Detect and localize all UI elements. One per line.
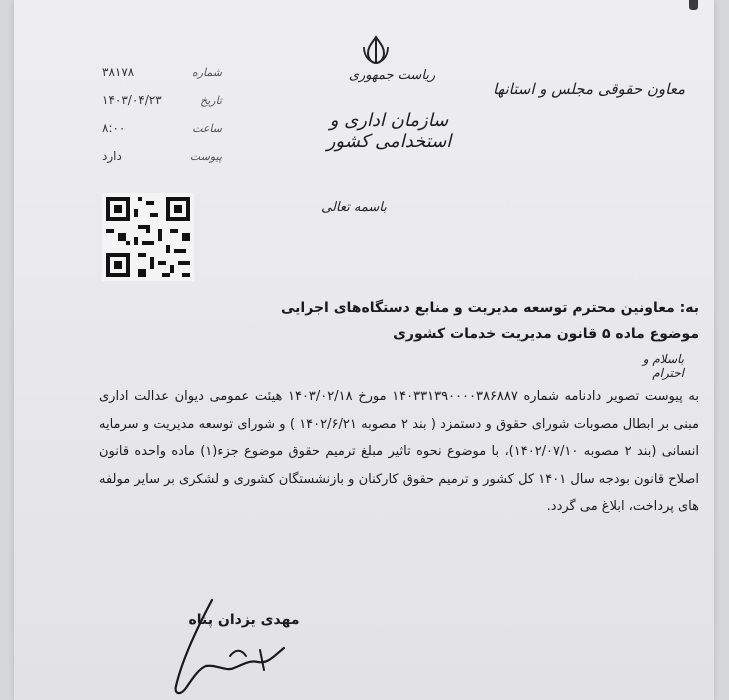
number-label: شماره <box>191 65 222 79</box>
handwritten-signature <box>134 590 314 700</box>
letter-number: ۳۸۱۷۸ <box>102 65 135 79</box>
organization-name: سازمان اداری و استخدامی کشور <box>326 110 452 152</box>
meta-number-row <box>102 58 222 86</box>
letter-time: ۸:۰۰ <box>102 121 126 135</box>
corner-mark <box>689 0 698 10</box>
iran-emblem-icon <box>356 35 396 65</box>
recipient-heading: معاون حقوقی مجلس و استانها <box>493 80 685 98</box>
letter-page <box>14 0 714 700</box>
date-label: تاریخ <box>200 93 222 107</box>
meta-date-row <box>102 86 222 114</box>
meta-attachment-row <box>102 142 222 170</box>
attachment-status: دارد <box>102 149 122 163</box>
invocation-heading: باسمه تعالی <box>321 200 387 215</box>
salutation: باسلام و احترام <box>642 352 684 380</box>
time-label: ساعت <box>192 121 222 135</box>
letter-body: به پیوست تصویر دادنامه شماره ۱۴۰۳۳۱۳۹۰۰۰۰۳۸۶۸۸۷ مورخ ۱۴۰۳/۰۲/۱۸ هیئت عمومی دیوان عدالت اداری مبنی بر ابطال مصوبات شورای حقوق و دستمزد ( بند ۲ مصوبه ۱۴۰۲/۶/۲۱ ) و شورای توسعه مدیریت و سرمایه انسانی (بند ۲ مصوبه ۱۴۰۲/۰۷/۱۰)، با موضوع نحوه تاثیر مبلغ ترمیم حقوق موضوع جزء(۱) ماده واحده قانون اصلاح قانون بودجه سال ۱۴۰۱ کل کشور و ترمیم حقوق کارکنان و بازنشستگان کشوری و لشکری بر سایر مولفه های پرداخت، ابلاغ می گردد. <box>99 389 700 514</box>
qr-code-icon <box>102 193 194 281</box>
letter-date: ۱۴۰۳/۰۴/۲۳ <box>102 93 162 107</box>
signer-name: مهدی یزدان پناه <box>188 612 300 628</box>
attachment-label: پیوست <box>189 149 222 163</box>
meta-time-row <box>102 114 222 142</box>
addressee-line: به: معاونین محترم توسعه مدیریت و منابع دستگاه‌های اجرایی موضوع ماده ۵ قانون مدیریت خدمات کشوری <box>281 300 699 342</box>
presidency-label: ریاست جمهوری <box>348 68 436 83</box>
letter-metadata <box>102 58 222 170</box>
